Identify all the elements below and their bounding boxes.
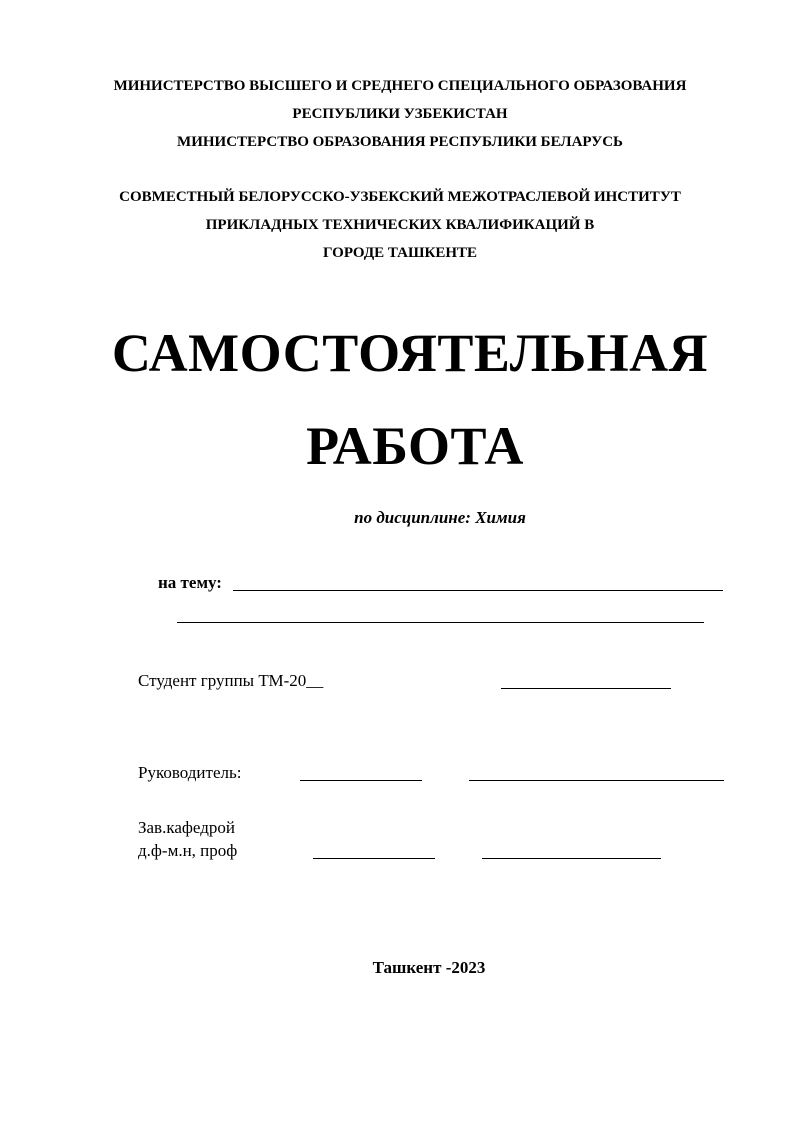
supervisor-label: Руководитель: <box>138 763 242 782</box>
head-name-line <box>482 858 661 859</box>
student-signature-line <box>501 688 671 689</box>
city-year: Ташкент -2023 <box>372 958 486 977</box>
institute-line-2: ПРИКЛАДНЫХ ТЕХНИЧЕСКИХ КВАЛИФИКАЦИЙ В <box>205 217 595 233</box>
supervisor-signature-line <box>300 780 422 781</box>
topic-line-2 <box>177 622 704 623</box>
institute-line-1: СОВМЕСТНЫЙ БЕЛОРУССКО-УЗБЕКСКИЙ МЕЖОТРАСЛЕВОЙ ИНСТИТУТ <box>119 189 681 205</box>
ministry-line-2: РЕСПУБЛИКИ УЗБЕКИСТАН <box>292 106 508 122</box>
student-label: Студент группы ТМ-20__ <box>138 671 324 690</box>
head-label-line-1: Зав.кафедрой <box>138 818 235 837</box>
ministry-line-1: МИНИСТЕРСТВО ВЫСШЕГО И СРЕДНЕГО СПЕЦИАЛЬНОГО ОБРАЗОВАНИЯ <box>113 78 687 94</box>
head-signature-line <box>313 858 435 859</box>
title-line-1: САМОСТОЯТЕЛЬНАЯ <box>111 323 709 383</box>
topic-label: на тему: <box>158 573 222 592</box>
ministry-line-3: МИНИСТЕРСТВО ОБРАЗОВАНИЯ РЕСПУБЛИКИ БЕЛАРУСЬ <box>177 134 623 150</box>
topic-line-1 <box>233 590 723 591</box>
head-label-line-2: д.ф-м.н, проф <box>138 841 238 860</box>
supervisor-name-line <box>469 780 724 781</box>
discipline-label: по дисциплине: Химия <box>354 508 526 527</box>
title-line-2: РАБОТА <box>306 416 524 476</box>
institute-line-3: ГОРОДЕ ТАШКЕНТЕ <box>322 245 478 261</box>
